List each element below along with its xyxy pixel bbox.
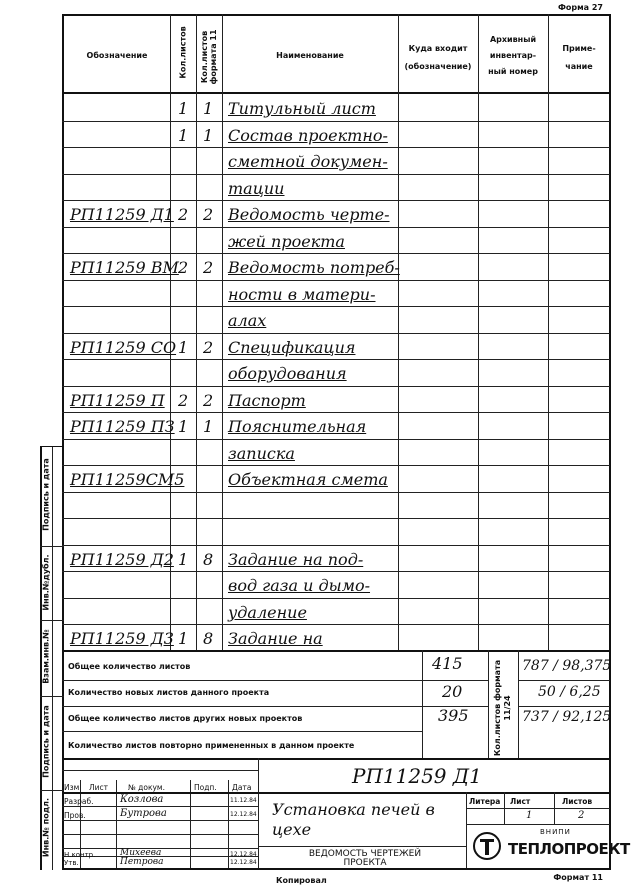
row-kol-listov: 2 <box>178 391 189 410</box>
stamp-listov: Листов <box>562 797 593 806</box>
row-divider <box>62 147 610 148</box>
obshee-label: Общее количество листов <box>68 662 191 671</box>
teploproekt-logo-icon <box>472 830 502 862</box>
stamp-litera: Литера <box>469 797 501 806</box>
margin-vzam-inv: Взам.инв.№ <box>41 629 51 684</box>
header-arhiv: Архивный инвентар- ный номер <box>488 35 538 76</box>
stamp-nkontr-date: 12.12.84 <box>230 851 257 858</box>
row-oboznachenie: РП11259 П <box>70 391 165 410</box>
row-divider <box>62 333 610 334</box>
row-divider <box>62 306 610 307</box>
row-kol-listov-f11: 8 <box>203 550 214 569</box>
stamp-col-nomer: № докум. <box>128 783 165 792</box>
row-divider <box>62 227 610 228</box>
margin-inv-podl: Инв.№ подл. <box>41 797 51 858</box>
row-oboznachenie: РП11259 ВМ <box>70 258 179 277</box>
row-oboznachenie: РП11259 Д3 <box>70 629 174 648</box>
row-naimenovanie: жей проекта <box>228 232 345 251</box>
row-naimenovanie: удаление <box>228 603 307 622</box>
stamp-listov-value: 2 <box>578 810 585 821</box>
row-divider <box>62 492 610 493</box>
header-oboznachenie: Обозначение <box>86 51 148 60</box>
stamp-list: Лист <box>510 797 531 806</box>
row-naimenovanie: Объектная смета <box>228 470 388 489</box>
kol-f11-label: Кол.листов формата 11/24 <box>493 659 512 757</box>
row-kol-listov-f11: 1 <box>203 99 214 118</box>
stamp-razrab-date: 11.12.84 <box>230 797 257 804</box>
row-naimenovanie: Состав проектно- <box>228 126 388 145</box>
form-label: Форма 27 <box>557 3 603 12</box>
format-label: Формат 11 <box>553 873 603 882</box>
row-naimenovanie: Пояснительная <box>228 417 367 436</box>
row-kol-listov: 1 <box>178 550 189 569</box>
row-divider <box>62 280 610 281</box>
stamp-vedomost: ВЕДОМОСТЬ ЧЕРТЕЖЕЙ ПРОЕКТА <box>308 849 422 868</box>
margin-podpis-data: Подпись и дата <box>41 458 51 531</box>
stamp-list-value: 1 <box>526 810 533 821</box>
stamp-doc-code: РП11259 Д1 <box>352 764 482 788</box>
novyh-value: 20 <box>442 682 463 701</box>
row-naimenovanie: Ведомость черте- <box>228 205 390 224</box>
stamp-org: ТЕПЛОПРОЕКТ <box>508 840 630 858</box>
row-kol-listov-f11: 8 <box>203 629 214 648</box>
margin-podpis-data-2: Подпись и дата <box>41 705 51 778</box>
row-kol-listov-f11: 2 <box>203 391 214 410</box>
stamp-nkontr-name: Михеева <box>120 848 162 858</box>
header-kuda-vhodit: Куда входит (обозначение) <box>404 44 472 71</box>
row-kol-listov-f11: 1 <box>203 126 214 145</box>
stamp-col-podp: Подп. <box>194 783 217 792</box>
kopiroval-label: Копировал <box>276 876 327 885</box>
row-divider <box>62 200 610 201</box>
row-divider <box>62 465 610 466</box>
margin-inv-dubl: Инв.№дубл. <box>41 554 51 611</box>
row-divider <box>62 359 610 360</box>
row-naimenovanie: вод газа и дымо- <box>228 576 371 595</box>
row-kol-listov-f11: 2 <box>203 258 214 277</box>
row-divider <box>62 386 610 387</box>
stamp-col-izm: Изм <box>64 783 80 792</box>
stamp-razrab: Разраб. <box>64 797 94 806</box>
f11-value-c: 737 / 92,125 <box>522 709 612 725</box>
row-kol-listov: 1 <box>178 417 189 436</box>
row-kol-listov: 1 <box>178 629 189 648</box>
row-divider <box>62 571 610 572</box>
row-divider <box>62 518 610 519</box>
row-naimenovanie: оборудования <box>228 364 347 383</box>
row-naimenovanie: Паспорт <box>228 391 306 410</box>
row-naimenovanie: сметной докумен- <box>228 152 388 171</box>
row-naimenovanie: Ведомость потреб- <box>228 258 400 277</box>
stamp-nkontr: Н.контр. <box>64 851 96 859</box>
stamp-utv: Утв. <box>64 859 79 867</box>
stamp-org-small: ВНИПИ <box>540 828 571 836</box>
row-kol-listov: 2 <box>178 205 189 224</box>
novyh-label: Количество новых листов данного проекта <box>68 688 270 697</box>
stamp-prov: Пров. <box>64 811 86 820</box>
header-naimenovanie: Наименование <box>276 51 344 60</box>
row-kol-listov: 1 <box>178 126 189 145</box>
row-naimenovanie: записка <box>228 444 295 463</box>
stamp-utv-date: 12.12.84 <box>230 859 257 866</box>
row-naimenovanie: Титульный лист <box>228 99 376 118</box>
header-kol-listov-f11: Кол.листов формата 11 <box>200 29 218 85</box>
obshee-value: 415 <box>432 654 463 673</box>
row-divider <box>62 412 610 413</box>
row-divider <box>62 439 610 440</box>
f11-value-a: 787 / 98,375 <box>522 658 612 674</box>
row-divider <box>62 253 610 254</box>
row-oboznachenie: РП11259 ПЗ <box>70 417 175 436</box>
row-naimenovanie: Задание на под- <box>228 550 364 569</box>
row-naimenovanie: алах <box>228 311 267 330</box>
row-oboznachenie: РП11259 Д1 <box>70 205 174 224</box>
stamp-col-data: Дата <box>232 783 252 792</box>
f11-value-b: 50 / 6,25 <box>538 684 601 700</box>
row-divider <box>62 121 610 122</box>
drugih-value: 395 <box>438 706 469 725</box>
stamp-razrab-name: Козлова <box>120 794 164 805</box>
header-primechanie: Приме- чание <box>562 44 596 71</box>
row-kol-listov-f11: 2 <box>203 338 214 357</box>
row-oboznachenie: РП11259 Д2 <box>70 550 174 569</box>
row-kol-listov-f11: 2 <box>203 205 214 224</box>
row-kol-listov-f11: 1 <box>203 417 214 436</box>
row-divider <box>62 545 610 546</box>
row-oboznachenie: РП11259СМ5 <box>70 470 185 489</box>
drugih-label: Общее количество листов других новых проектов <box>68 714 303 723</box>
row-kol-listov: 1 <box>178 338 189 357</box>
stamp-col-list: Лист <box>89 783 109 792</box>
stamp-title-hand: Установка печей в цехе <box>272 800 435 839</box>
stamp-prov-date: 12.12.84 <box>230 811 257 818</box>
row-naimenovanie: тации <box>228 179 285 198</box>
row-naimenovanie: Задание на <box>228 629 323 648</box>
row-oboznachenie: РП11259 СО <box>70 338 177 357</box>
row-divider <box>62 174 610 175</box>
header-kol-listov: Кол.листов <box>178 26 188 79</box>
row-naimenovanie: ности в матери- <box>228 285 376 304</box>
stamp-utv-name: Петрова <box>120 857 164 867</box>
row-kol-listov: 1 <box>178 99 189 118</box>
row-naimenovanie: Спецификация <box>228 338 356 357</box>
stamp-prov-name: Бутрова <box>120 808 167 819</box>
row-divider <box>62 598 610 599</box>
povtorno-label: Количество листов повторно примененных в данном проекте <box>68 741 355 750</box>
row-kol-listov: 2 <box>178 258 189 277</box>
row-divider <box>62 624 610 625</box>
